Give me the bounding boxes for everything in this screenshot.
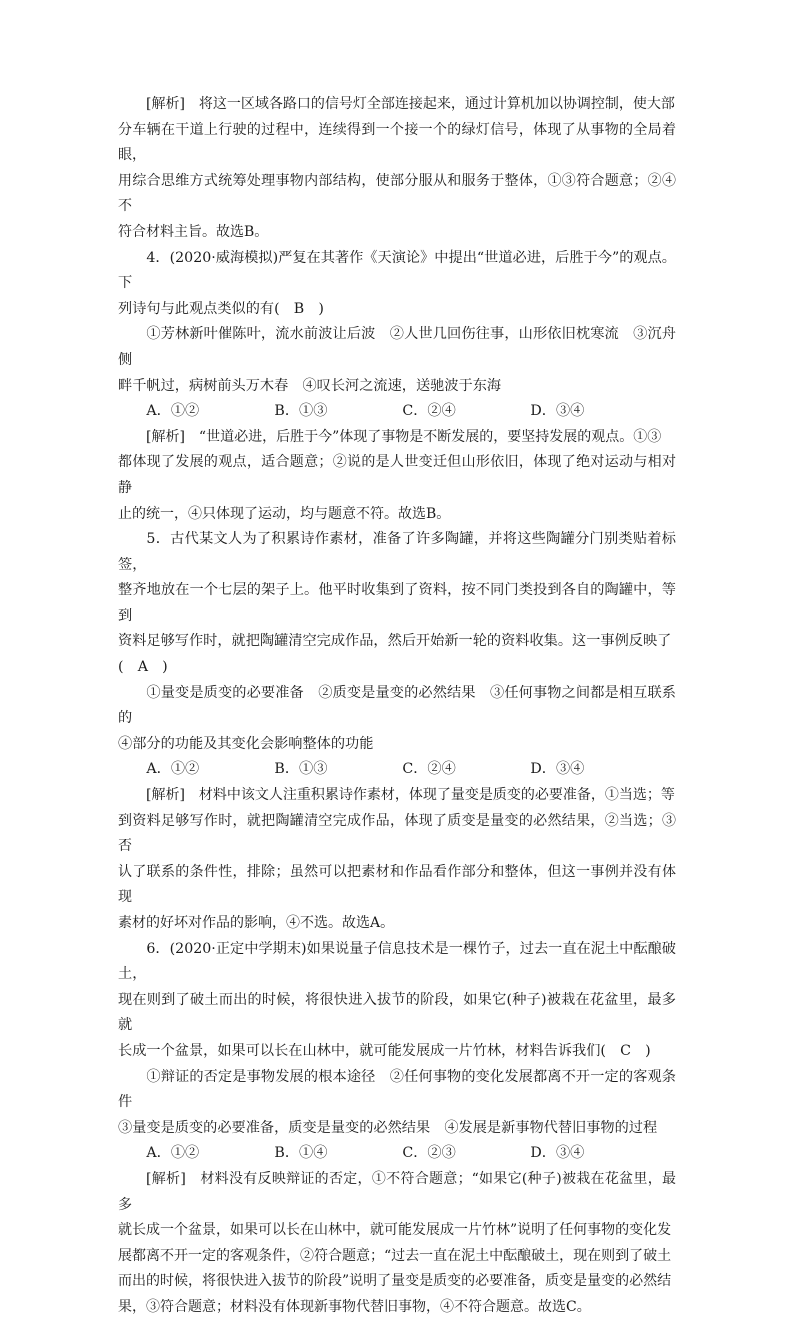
text-line: 符合材料主旨。故选B。 (118, 223, 269, 240)
text-line: 列诗句与此观点类似的有( B ) (118, 300, 324, 317)
text-line: 到资料足够写作时，就把陶罐清空完成作品，体现了质变是量变的必然结果，②当选；③否 (118, 812, 676, 855)
choice-item: C．②③ (402, 1145, 456, 1162)
choice-item: D．③④ (530, 403, 585, 420)
analysis-paragraph (118, 1167, 676, 1321)
text-line: 认了联系的条件性，排除；虽然可以把素材和作品看作部分和整体，但这一事例并没有体现 (118, 863, 676, 906)
text-line: 用综合思维方式统筹处理事物内部结构，使部分服从和服务于整体，①③符合题意；②④不 (118, 172, 676, 215)
text-line: 素材的好坏对作品的影响，④不选。故选A。 (118, 915, 395, 931)
text-line: 而出的时候，将很快进入拔节的阶段”说明了量变是质变的必要准备，质变是量变的必然结 (118, 1273, 672, 1290)
text-line: ③量变是质变的必要准备，质变是量变的必然结果 ④发展是新事物代替旧事物的过程 (118, 1119, 658, 1136)
choice-item: A．①② (146, 1145, 200, 1162)
choice-item: B．①③ (274, 761, 328, 778)
text-line: ④部分的功能及其变化会影响整体的功能 (118, 735, 374, 752)
statement-options (118, 1065, 676, 1142)
text-line: 现在则到了破土而出的时候，将很快进入拔节的阶段，如果它(种子)被栽在花盆里，最多就 (118, 991, 676, 1034)
text-line: 整齐地放在一个七层的架子上。他平时收集到了资料，按不同门类投到各自的陶罐中，等到 (118, 582, 676, 624)
answer-choices (118, 399, 676, 425)
analysis-paragraph (118, 425, 676, 527)
text-line: [解析] 将这一区域各路口的信号灯全部连接起来，通过计算机加以协调控制，使大部 (146, 96, 675, 112)
text-line: 5．古代某文人为了积累诗作素材，准备了许多陶罐，并将这些陶罐分门别类贴着标签， (118, 531, 676, 573)
analysis-paragraph (118, 783, 676, 937)
analysis-paragraph (118, 92, 676, 246)
text-line: 6．(2020·正定中学期末)如果说量子信息技术是一棵竹子，过去一直在泥土中酝酿破土， (118, 940, 676, 983)
text-line: 止的统一，④只体现了运动，均与题意不符。故选B。 (118, 505, 451, 522)
text-line: 4．(2020·威海模拟)严复在其著作《天演论》中提出“世道必进，后胜于今”的观点。下 (118, 249, 676, 292)
text-line: 长成一个盆景，如果可以长在山林中，就可能发展成一片竹林，材料告诉我们( C ) (118, 1042, 651, 1059)
text-line: 都体现了发展的观点，适合题意；②说的是人世变迁但山形依旧，体现了绝对运动与相对静 (118, 454, 676, 496)
text-line: 资料足够写作时，就把陶罐清空完成作品，然后开始新一轮的资料收集。这一事例反映了 (118, 633, 672, 650)
choice-item: C．②④ (402, 403, 456, 420)
question-stem (118, 527, 676, 681)
question-stem (118, 246, 676, 323)
choice-item: C．②④ (402, 761, 456, 778)
choice-item: A．①② (146, 403, 200, 420)
text-line: [解析] “世道必进，后胜于今”体现了事物是不断发展的，要坚持发展的观点。①③ (146, 428, 662, 445)
text-line: 就长成一个盆景，如果可以长在山林中，就可能发展成一片竹林”说明了任何事物的变化发 (118, 1222, 672, 1239)
choice-item: B．①④ (274, 1145, 328, 1162)
answer-choices (118, 1141, 676, 1167)
choice-item: D．③④ (530, 761, 585, 778)
text-line: 展都离不开一定的客观条件，②符合题意；“过去一直在泥土中酝酿破土，现在则到了破土 (118, 1247, 672, 1264)
choice-item: B．①③ (274, 403, 328, 420)
choice-item: A．①② (146, 761, 200, 778)
text-line: ①芳林新叶催陈叶，流水前波让后波 ②人世几回伤往事，山形依旧枕寒流 ③沉舟侧 (118, 326, 676, 368)
statement-options (118, 681, 676, 758)
text-line: 畔千帆过，病树前头万木春 ④叹长河之流速，送驰波于东海 (118, 377, 502, 394)
text-line: [解析] 材料没有反映辩证的否定，①不符合题意；“如果它(种子)被栽在花盆里，最多 (118, 1170, 676, 1213)
text-line: [解析] 材料中该文人注重积累诗作素材，体现了量变是质变的必要准备，①当选；等 (146, 787, 675, 804)
question-stem (118, 937, 676, 1065)
text-line: 分车辆在干道上行驶的过程中，连续得到一个接一个的绿灯信号，体现了从事物的全局着眼， (118, 121, 676, 164)
text-line: ①辩证的否定是事物发展的根本途径 ②任何事物的变化发展都离不开一定的客观条件 (118, 1068, 676, 1111)
answer-choices (118, 757, 676, 783)
text-line: ①量变是质变的必要准备 ②质变是量变的必然结果 ③任何事物之间都是相互联系的 (118, 684, 676, 727)
statement-options (118, 322, 676, 399)
text-line: 果，③符合题意；材料没有体现新事物代替旧事物，④不符合题意。故选C。 (118, 1298, 591, 1315)
choice-item: D．③④ (530, 1145, 585, 1162)
text-line: ( A ) (118, 659, 168, 676)
